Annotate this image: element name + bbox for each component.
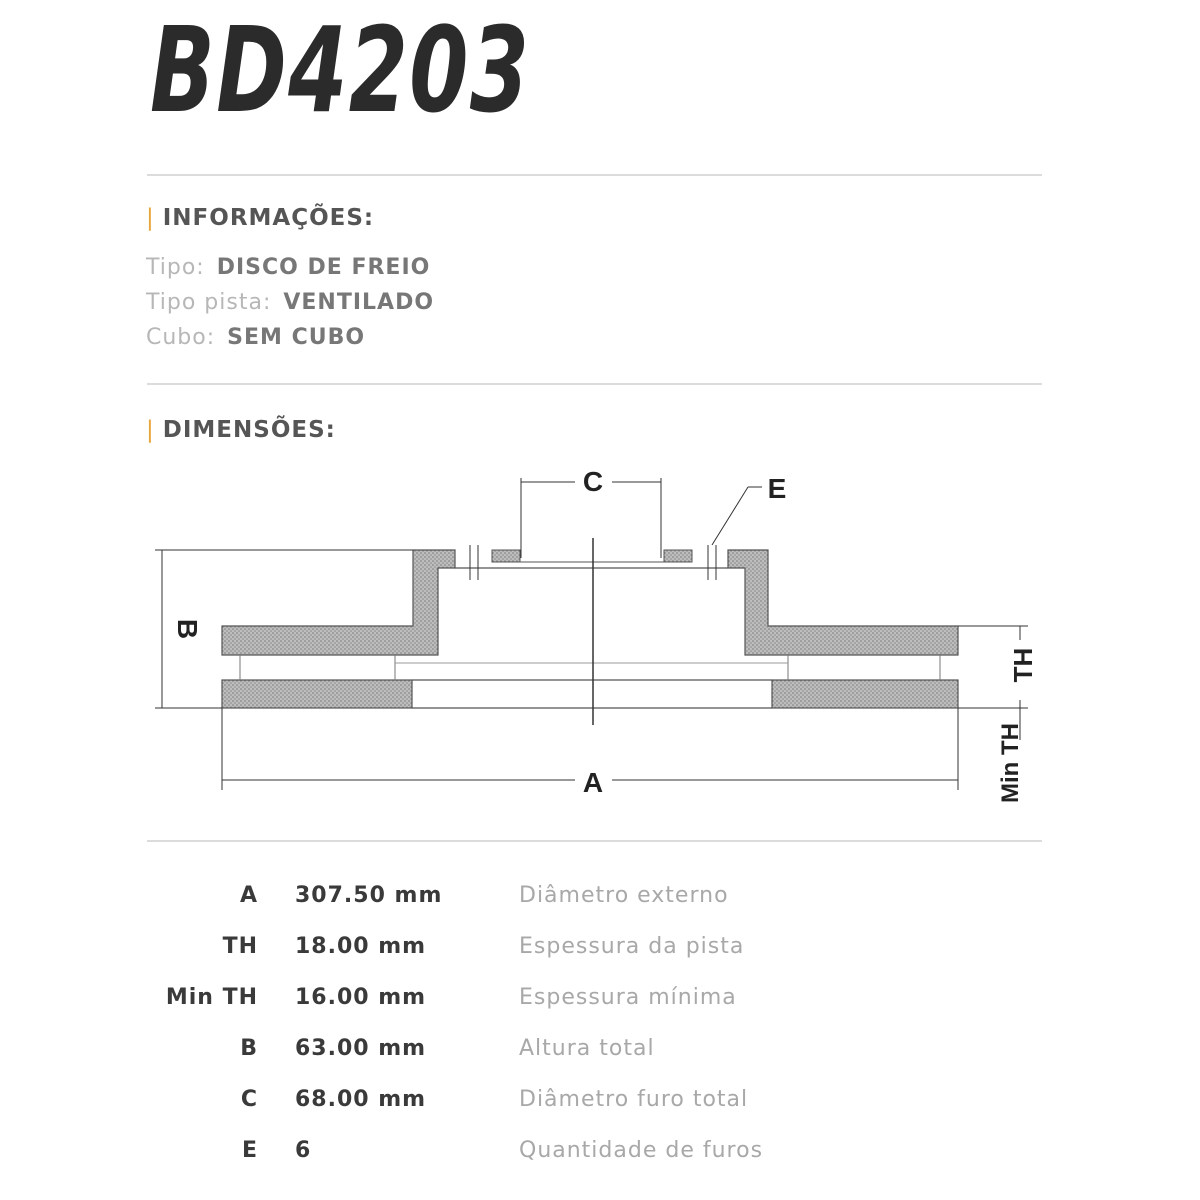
dimension-row	[0, 1138, 1200, 1178]
disc-hat-section	[728, 550, 958, 655]
hub-top-inner-left	[492, 550, 520, 562]
dimension-description: Espessura mínima	[519, 985, 737, 1010]
dimension-row	[0, 1087, 1200, 1127]
divider-bottom	[147, 840, 1042, 842]
info-value: DISCO DE FREIO	[216, 255, 431, 280]
diagram-label-e: E	[767, 473, 787, 504]
hub-top-inner-right	[664, 550, 692, 562]
dimension-value: 16.00 mm	[295, 985, 427, 1010]
info-label: Cubo:	[146, 325, 216, 350]
disc-bottom-plate-left	[222, 680, 412, 708]
dimension-description: Diâmetro furo total	[519, 1087, 749, 1112]
dimension-value: 63.00 mm	[295, 1036, 427, 1061]
diagram-label-a: A	[582, 767, 604, 798]
dimension-row	[0, 1036, 1200, 1076]
dimension-code: C	[240, 1087, 258, 1112]
dimension-value: 68.00 mm	[295, 1087, 427, 1112]
dimension-code: A	[239, 883, 258, 908]
dimension-value: 6	[295, 1138, 312, 1163]
dimension-description: Altura total	[519, 1036, 655, 1061]
diagram-label-min-th: Min TH	[997, 723, 1024, 803]
dimension-row	[0, 934, 1200, 974]
accent-bar: |	[146, 417, 155, 443]
info-label: Tipo:	[146, 255, 205, 280]
dimension-description: Quantidade de furos	[519, 1138, 764, 1163]
accent-bar: |	[146, 205, 155, 231]
product-code: BD4203	[150, 1, 531, 139]
diagram-label-c: C	[582, 466, 604, 497]
dimension-code: Min TH	[165, 985, 258, 1010]
dimension-value: 18.00 mm	[295, 934, 427, 959]
dimensions-heading-text: DIMENSÕES:	[162, 417, 336, 443]
dimension-description: Diâmetro externo	[519, 883, 729, 908]
info-label: Tipo pista:	[146, 290, 272, 315]
disc-hat-section	[222, 550, 455, 655]
disc-bottom-plate-right	[772, 680, 958, 708]
diagram-label-b: B	[172, 618, 203, 640]
info-heading-text: INFORMAÇÕES:	[162, 205, 375, 231]
dimension-code: B	[240, 1036, 258, 1061]
info-value: SEM CUBO	[227, 325, 366, 350]
dimension-code: E	[241, 1138, 258, 1163]
dimension-row	[0, 883, 1200, 923]
dimension-value: 307.50 mm	[295, 883, 443, 908]
dimension-description: Espessura da pista	[519, 934, 745, 959]
diagram-label-th: TH	[1008, 647, 1038, 683]
dimension-code: TH	[222, 934, 258, 959]
dimension-row	[0, 985, 1200, 1025]
info-value: VENTILADO	[283, 290, 435, 315]
